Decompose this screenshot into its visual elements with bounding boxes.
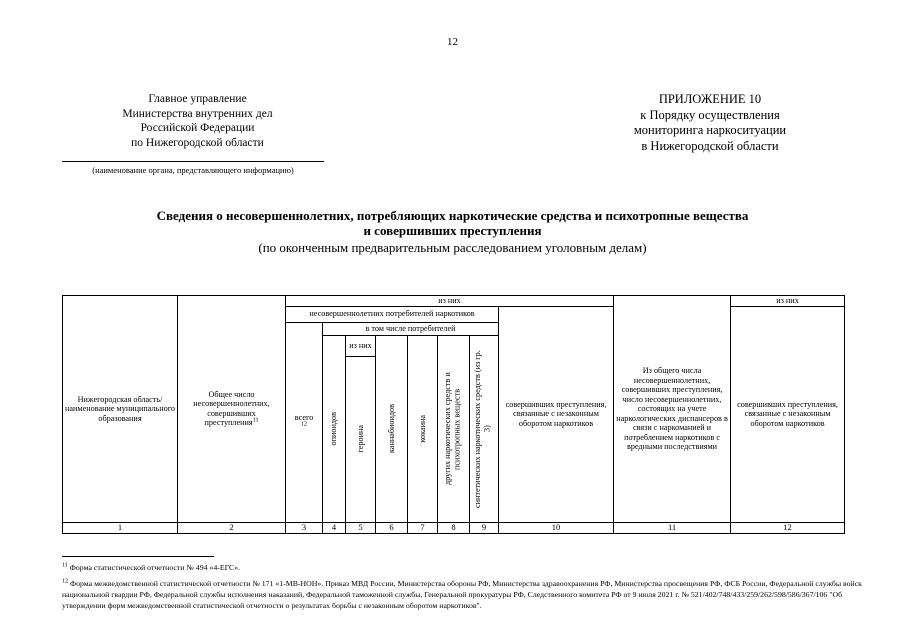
- header-synthetic-drugs: синтетических наркотических средств (из гр. 3): [470, 335, 499, 522]
- issuer-line: по Нижегородской области: [131, 136, 264, 149]
- header-of-them-small: из них: [346, 335, 376, 356]
- report-table: [62, 295, 845, 534]
- header-registered-total: Из общего числа несовершеннолетних, совершивших преступления, число несовершеннолетних, состоящих на учете наркологических диспансеров в связи с наркоманией и потреблением наркотиков с вредными последствиями: [614, 296, 731, 523]
- column-number: 5: [346, 522, 376, 533]
- footnote-1-text: Форма статистической отчетности № 494 «4-ЕГС».: [69, 563, 241, 572]
- footnote-1-mark: 11: [62, 562, 68, 569]
- header-total: Общее число несовершеннолетних, совершивших преступления$^{11}$: [178, 296, 286, 523]
- header-cannabinoids: каннабиоидов: [376, 335, 408, 522]
- footnote-1: [62, 562, 872, 573]
- footnote-2-text: Форма межведомственной статистической отчетности № 171 «1-МВ-НОН». Приказ МВД России, Министерства обороны РФ, Министерства здравоохранения РФ, Министерства просвещения РФ, ФСБ России, Федеральной службы войск национальной гвардии РФ, Федеральной службы исполнения наказаний, Федеральной таможенной службы, Генеральной прокуратуры РФ, Следственного комитета РФ от 9 июля 2021 г. № 521/402/748/433/259/262/598/586/367/106 "Об утверждении форм межведомственной статистической отчетности о результатах борьбы с незаконным оборотом наркотиков".: [62, 579, 862, 610]
- title-line-2: и совершивших преступления: [363, 223, 542, 238]
- header-minor-users: несовершеннолетних потребителей наркотиков: [286, 306, 499, 322]
- header-all: всего $^{12}$: [286, 322, 323, 522]
- footnote-2: [62, 578, 872, 611]
- column-number: 4: [323, 522, 346, 533]
- column-number: 6: [376, 522, 408, 533]
- appendix-line: в Нижегородской области: [641, 138, 779, 153]
- appendix-line: к Порядку осуществления: [640, 107, 780, 122]
- appendix-block: [580, 92, 840, 154]
- issuer-block: [90, 92, 305, 150]
- header-other-drugs: других наркотических средств и психотропных веществ: [438, 335, 470, 522]
- issuer-underline: [62, 161, 324, 162]
- column-number: 3: [286, 522, 323, 533]
- footnote-2-mark: 12: [62, 578, 68, 585]
- column-number: 2: [178, 522, 286, 533]
- column-number: 9: [470, 522, 499, 533]
- issuer-caption: (наименование органа, представляющего информацию): [92, 165, 294, 175]
- column-number: 7: [408, 522, 438, 533]
- header-of-them-right: из них: [731, 296, 845, 307]
- page-number: 12: [447, 36, 458, 48]
- header-opioids: опиоидов: [323, 335, 346, 522]
- header-cocaine: кокаина: [408, 335, 438, 522]
- column-number: 12: [731, 522, 845, 533]
- column-number: 10: [499, 522, 614, 533]
- column-number: 8: [438, 522, 470, 533]
- issuer-line: Главное управление: [148, 93, 247, 105]
- header-heroin: героина: [346, 356, 376, 522]
- header-of-them-left: из них: [286, 296, 614, 307]
- appendix-line: мониторинга наркоситуации: [633, 123, 787, 137]
- header-region: Нижегородская область/ наименование муниципального образования: [63, 296, 178, 523]
- column-number: 1: [63, 522, 178, 533]
- document-subtitle: (по оконченным предварительным расследованием уголовным делам): [258, 240, 647, 255]
- appendix-line: ПРИЛОЖЕНИЕ 10: [658, 92, 762, 106]
- header-committed-drug-crimes: совершивших преступления, связанные с незаконным оборотом наркотиков: [499, 306, 614, 522]
- column-number: 11: [614, 522, 731, 533]
- header-including-users: в том числе потребителей: [323, 322, 499, 335]
- title-line-1: Сведения о несовершеннолетних, потребляющих наркотические средства и психотропные вещества: [156, 208, 749, 223]
- document-title: [40, 208, 865, 238]
- header-registered-drug-crimes: совершивших преступления, связанные с незаконным оборотом наркотиков: [731, 306, 845, 522]
- issuer-line: Российской Федерации: [140, 122, 255, 134]
- footnote-separator: [62, 556, 214, 557]
- issuer-line: Министерства внутренних дел: [122, 107, 273, 120]
- column-number-row: [63, 522, 845, 533]
